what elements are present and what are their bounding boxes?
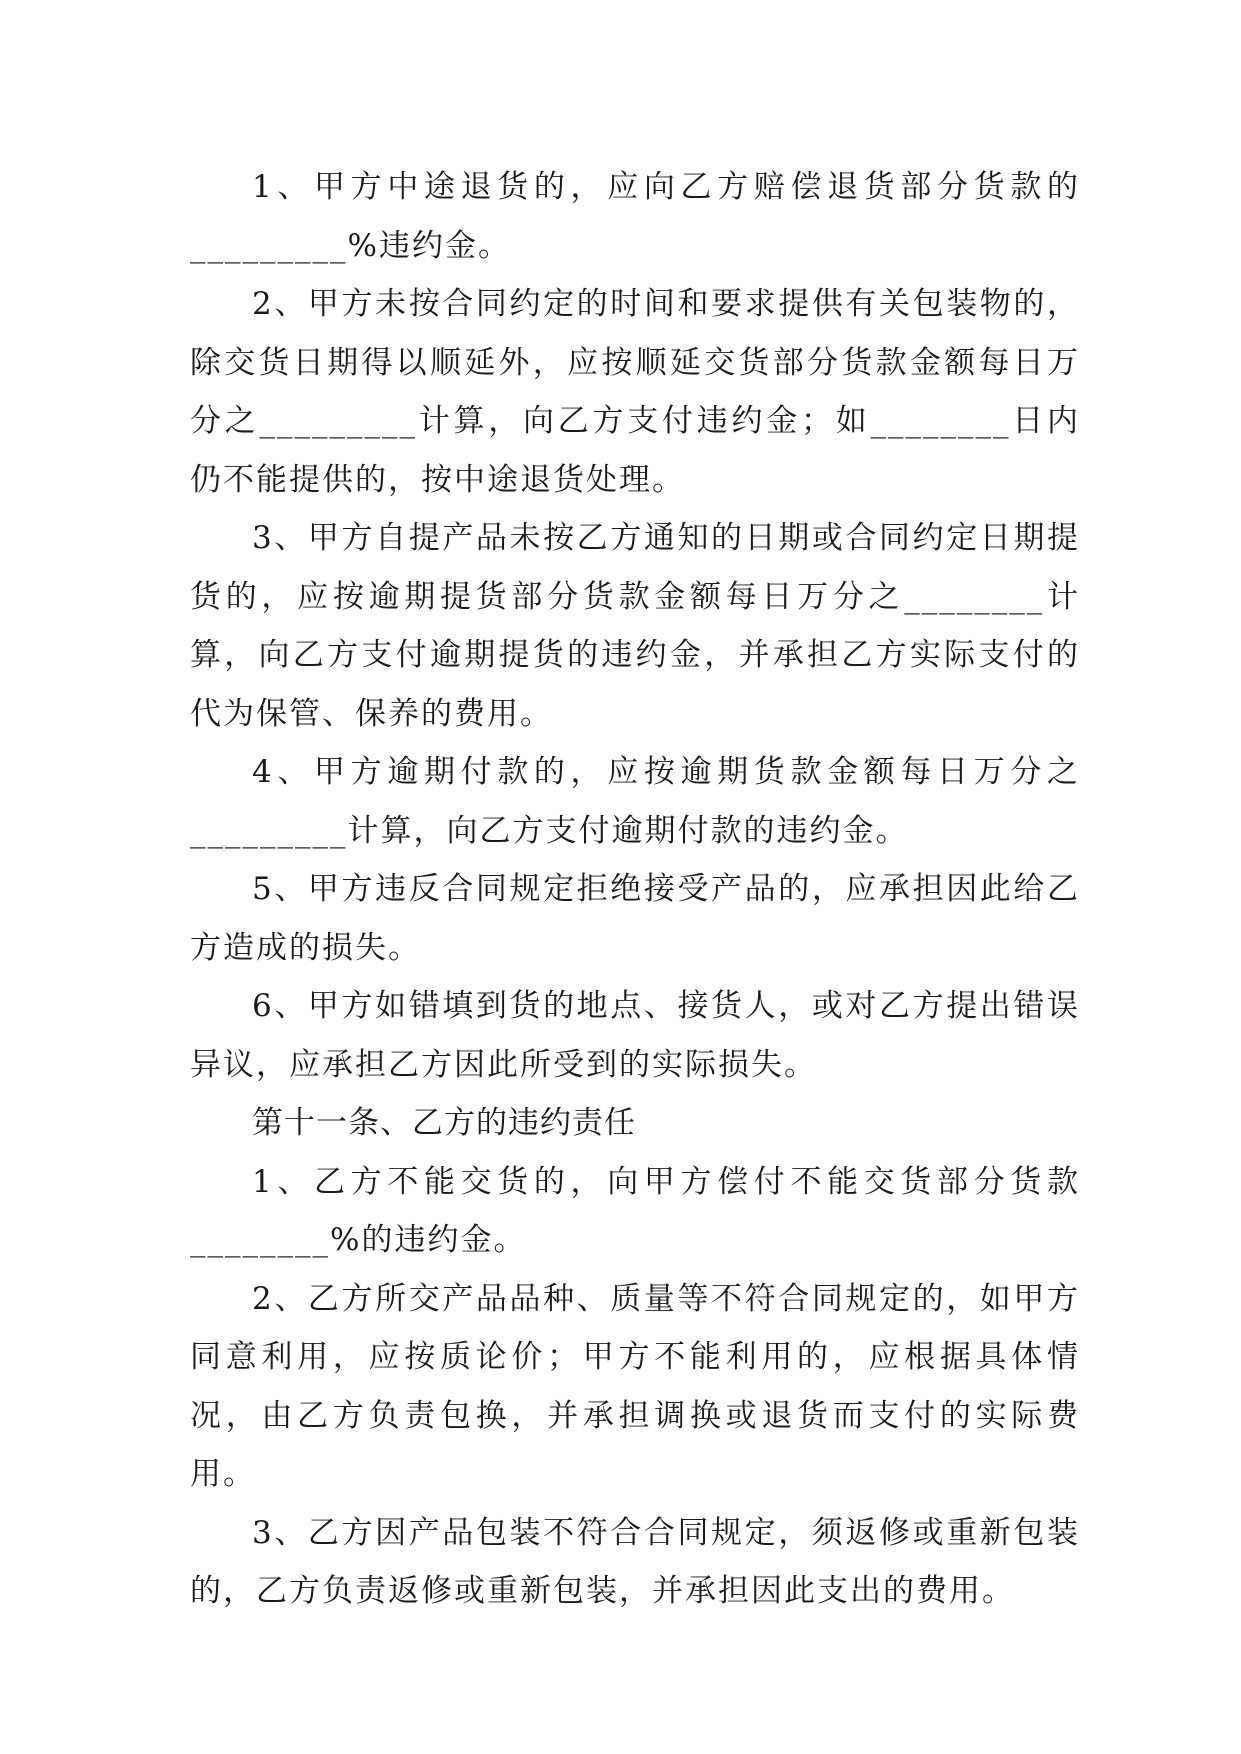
paragraph-seller-quality: 2、乙方所交产品品种、质量等不符合同规定的，如甲方同意利用，应按质论价；甲方不能利用的，应根据具体情况，由乙方负责包换，并承担调换或退货而支付的实际费用。 [190,1280,1080,1492]
document-body [190,158,1080,1621]
paragraph-buyer-wrong-info: 6、甲方如错填到货的地点、接货人，或对乙方提出错误异议，应承担乙方因此所受到的实际损失。 [190,988,1080,1083]
paragraph-buyer-packaging: 2、甲方未按合同约定的时间和要求提供有关包装物的，除交货日期得以顺延外，应按顺延交货部分货款金额每日万分之_________计算，向乙方支付违约金；如________日内仍不能提供的，按中途退货处理。 [190,286,1080,498]
paragraph-buyer-return: 1、甲方中途退货的，应向乙方赔偿退货部分货款的_________%违约金。 [190,169,1080,264]
paragraph-seller-packaging: 3、乙方因产品包装不符合合同规定，须返修或重新包装的，乙方负责返修或重新包装，并承担因此支出的费用。 [190,1514,1080,1609]
section-heading: 第十一条、乙方的违约责任 [252,1105,636,1141]
paragraph-buyer-refusal: 5、甲方违反合同规定拒绝接受产品的，应承担因此给乙方造成的损失。 [190,871,1080,966]
paragraph-buyer-pickup: 3、甲方自提产品未按乙方通知的日期或合同约定日期提货的，应按逾期提货部分货款金额每日万分之________计算，向乙方支付逾期提货的违约金，并承担乙方实际支付的代为保管、保养的费用。 [190,520,1080,732]
paragraph-seller-no-delivery: 1、乙方不能交货的，向甲方偿付不能交货部分货款________%的违约金。 [190,1163,1080,1258]
paragraph-buyer-late-payment: 4、甲方逾期付款的，应按逾期货款金额每日万分之_________计算，向乙方支付逾期付款的违约金。 [190,754,1080,849]
